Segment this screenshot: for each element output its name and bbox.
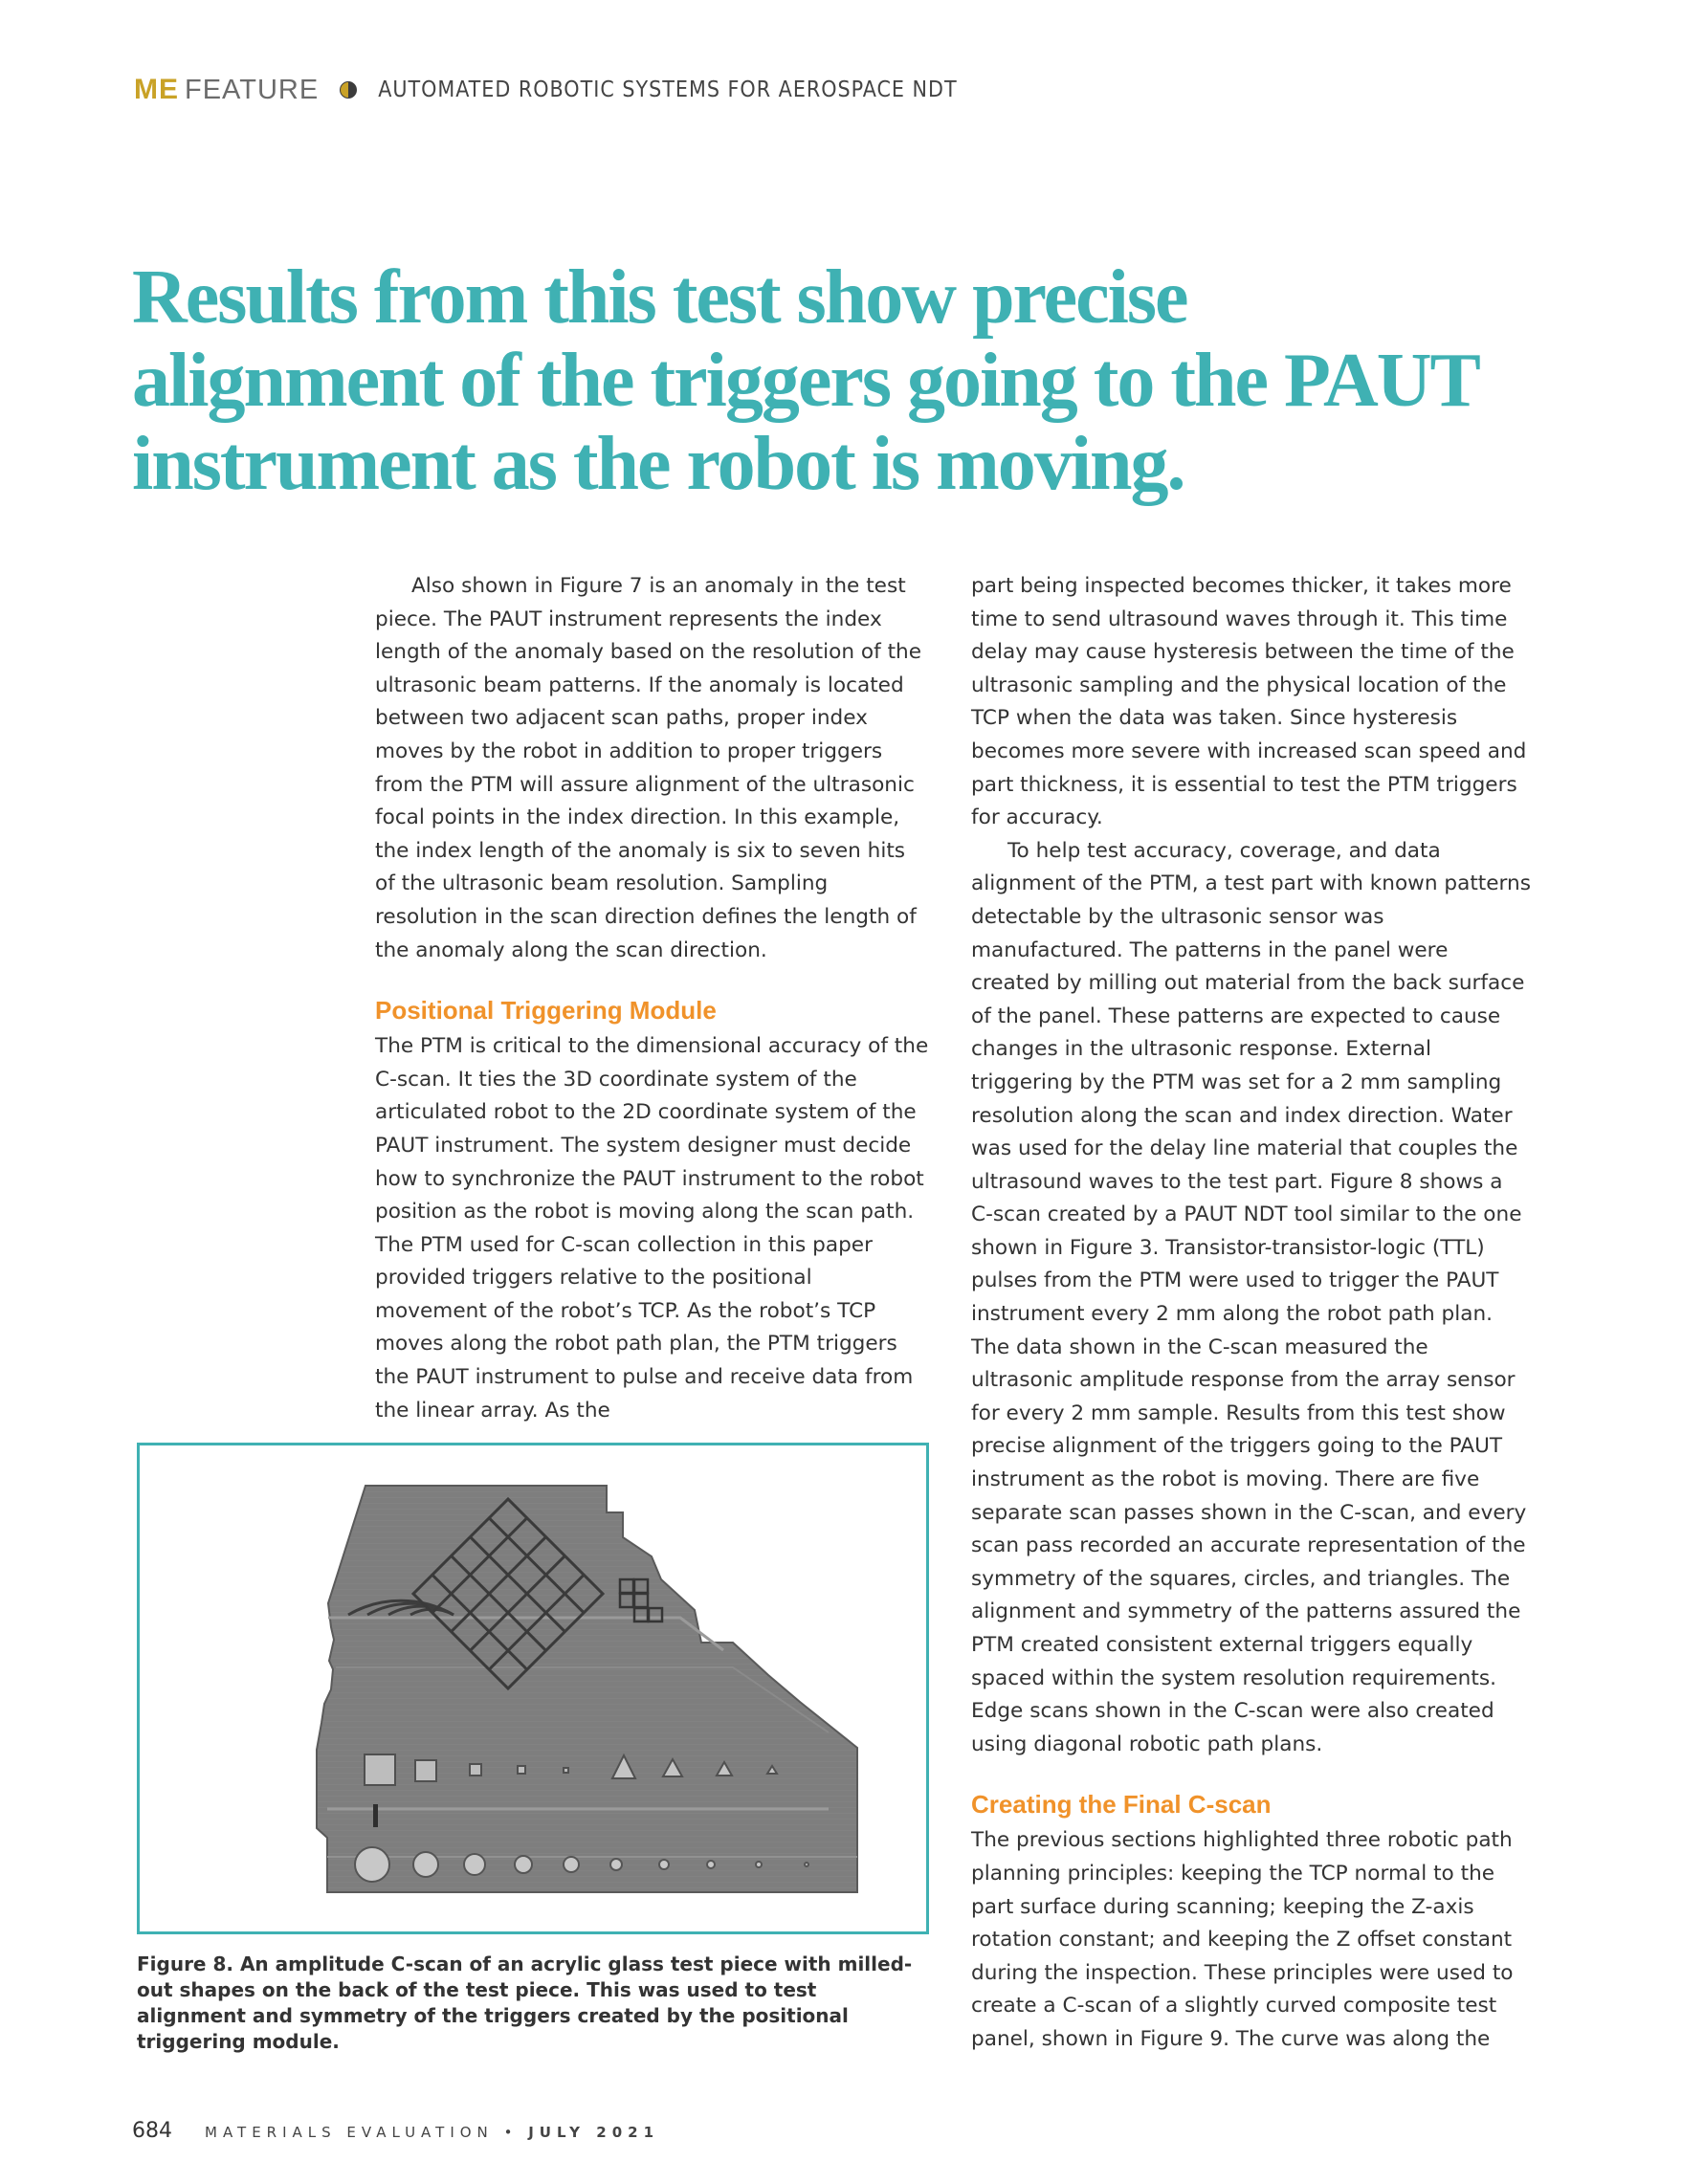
section-heading: Positional Triggering Module xyxy=(375,996,717,1026)
brand-feature-label: FEATURE xyxy=(185,74,320,105)
anomaly-mark xyxy=(373,1804,378,1827)
body-paragraph: To help test accuracy, coverage, and data alignment of the PTM, a test part with known patterns detectable by the ultrasonic sensor was manufactured. The patterns in the panel were created by milling out material from the back surface of the panel. These patterns are expected to cause changes in the ultrasonic response. External triggering by the PTM was set for a 2 mm sampling resolution along the scan and index direction. Water was used for the delay line material that couples the ultrasound waves to the test part. Figure 8 shows a C-scan created by a PAUT NDT tool similar to the one shown in Figure 3. Transistor-transistor-logic (TTL) pulses from the PTM were used to trigger the PAUT instrument every 2 mm along the robot path plan. The data shown in the C-scan measured the ultrasonic amplitude response from the array sensor for every 2 mm sample. Results from this test show precise alignment of the triggers going to the PAUT instrument as the robot is moving. There are five separate scan passes shown in the C-scan, and every scan pass recorded an accurate representation of the symmetry of the squares, circles, and triangles. The alignment and symmetry of the patterns assured the PTM created consistent external triggers equally spaced within the system resolution requirements. Edge scans shown in the C-scan were also created using diagonal robotic path plans. xyxy=(971,838,1531,1756)
left-column xyxy=(375,570,930,1427)
figure-frame xyxy=(137,1443,929,1934)
issue-date: JULY 2021 xyxy=(528,2124,660,2141)
cscan-region xyxy=(317,1486,857,1892)
page-footer xyxy=(132,2119,659,2143)
cscan-image xyxy=(140,1445,926,1931)
header-topic: AUTOMATED ROBOTIC SYSTEMS FOR AEROSPACE NDT xyxy=(378,77,958,102)
section-heading: Creating the Final C-scan xyxy=(971,1790,1272,1820)
figure-caption: Figure 8. An amplitude C-scan of an acrylic glass test piece with milled-out shapes on the back of the test piece. This was used to test alignment and symmetry of the triggers created by the positional triggering module. xyxy=(137,1952,913,2053)
pull-quote xyxy=(132,256,1548,506)
pull-quote-line: Results from this test show precise xyxy=(132,255,1187,340)
journal-title: MATERIALS EVALUATION xyxy=(205,2124,494,2141)
journal-line xyxy=(205,2124,659,2141)
half-circle-icon xyxy=(340,81,357,99)
right-column xyxy=(971,570,1531,2057)
body-paragraph: The previous sections highlighted three robotic path planning principles: keeping the TCP normal to the part surface during scanning; keeping the Z-axis rotation constant; and keeping the Z offset constant during the inspection. These principles were used to create a C-scan of a slightly curved composite test panel, shown in Figure 9. The curve was along the xyxy=(971,1828,1514,2051)
pull-quote-line: instrument as the robot is moving. xyxy=(132,422,1184,506)
page-number: 684 xyxy=(132,2119,172,2143)
footer-separator: • xyxy=(503,2124,519,2141)
running-header xyxy=(134,73,958,107)
body-paragraph: part being inspected becomes thicker, it takes more time to send ultrasound waves through it. This time delay may cause hysteresis between the time of the ultrasonic sampling and the physical location of the TCP when the data was taken. Since hysteresis becomes more severe with increased scan speed and part thickness, it is essential to test the PTM triggers for accuracy. xyxy=(971,574,1527,830)
pull-quote-line: alignment of the triggers going to the PAUT xyxy=(132,339,1479,423)
brand-me-logo: ME xyxy=(134,74,179,105)
body-paragraph: The PTM is critical to the dimensional accuracy of the C-scan. It ties the 3D coordinate system of the articulated robot to the 2D coordinate system of the PAUT instrument. The system designer must decide how to synchronize the PAUT instrument to the robot position as the robot is moving along the scan path. The PTM used for C-scan collection in this paper provided triggers relative to the positional movement of the robot’s TCP. As the robot’s TCP moves along the robot path plan, the PTM triggers the PAUT instrument to pulse and receive data from the linear array. As the xyxy=(375,1034,929,1423)
body-paragraph: Also shown in Figure 7 is an anomaly in the test piece. The PAUT instrument represents the index length of the anomaly based on the resolution of the ultrasonic beam patterns. If the anomaly is located between two adjacent scan paths, proper index moves by the robot in addition to proper triggers from the PTM will assure alignment of the ultrasonic focal points in the index direction. In this example, the index length of the anomaly is six to seven hits of the ultrasonic beam resolution. Sampling resolution in the scan direction defines the length of the anomaly along the scan direction. xyxy=(375,574,922,962)
